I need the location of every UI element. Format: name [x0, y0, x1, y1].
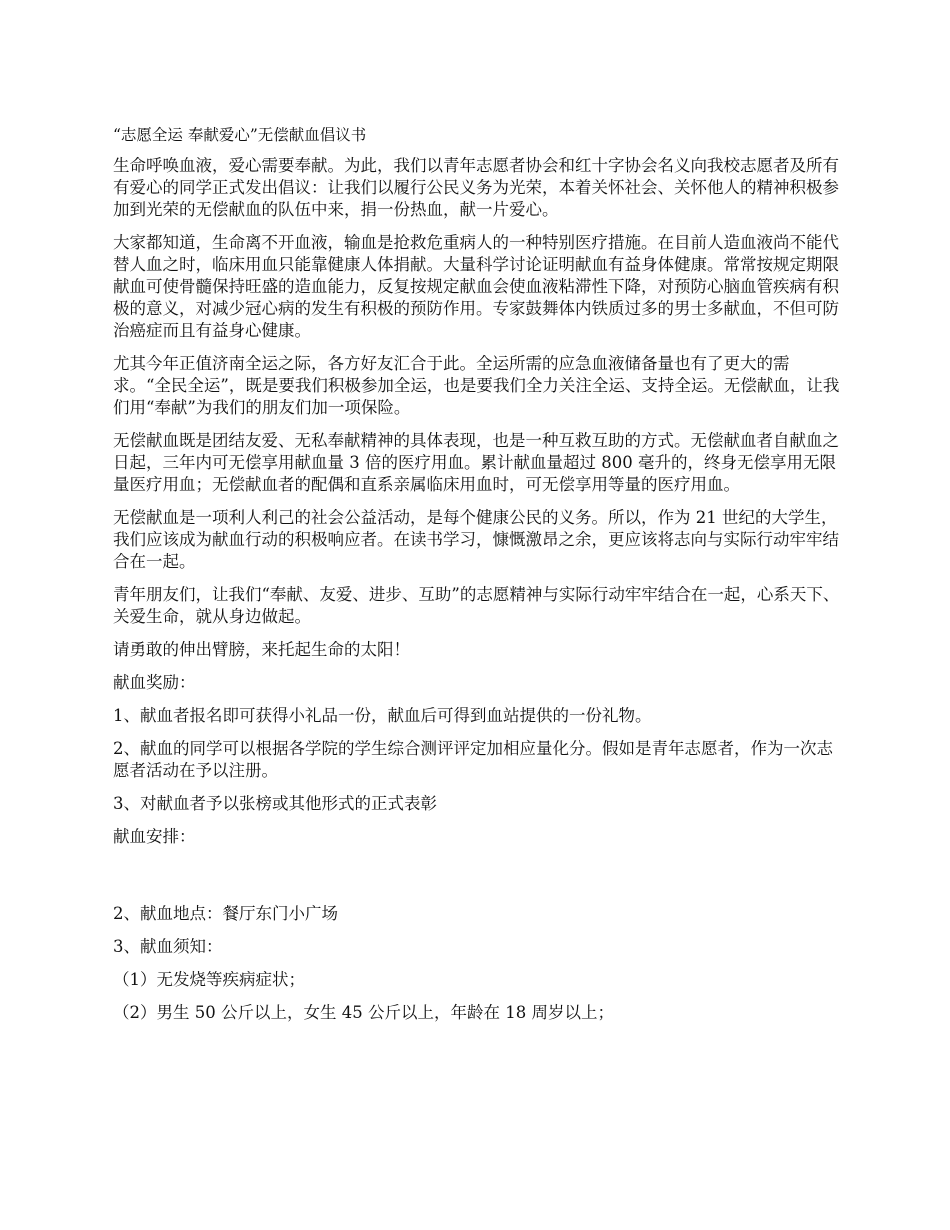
document-title: “志愿全运 奉献爱心”无偿献血倡议书: [113, 126, 367, 144]
paragraph-intro: 生命呼唤血液，爱心需要奉献。为此，我们以青年志愿者协会和红十字协会名义向我校志愿者及所有有爱心的同学正式发出倡议：让我们以履行公民义务为光荣，本着关怀社会、关怀他人的精神积极参加到光荣的无偿献血的队伍中来，捐一份热血，献一片爱心。: [113, 156, 839, 219]
paragraph-blood-importance: 大家都知道，生命离不开血液，输血是抢救危重病人的一种特别医疗措施。在目前人造血液尚不能代替人血之时，临床用血只能靠健康人体捐献。大量科学讨论证明献血有益身体健康。常常按规定期限献血可使骨髓保持旺盛的造血能力，反复按规定献血会使血液粘滞性下降，对预防心脑血管疾病有积极的意义，对减少冠心病的发生有积极的预防作用。专家鼓舞体内铁质过多的男士多献血，不但可防治癌症而且有益身心健康。: [113, 233, 839, 340]
arrangement-item-location: 2、献血地点：餐厅东门小广场: [113, 904, 338, 923]
reward-item-1: 1、献血者报名即可获得小礼品一份，献血后可得到血站提供的一份礼物。: [113, 706, 652, 725]
document-body: [113, 124, 843, 1035]
reward-item-3: 3、对献血者予以张榜或其他形式的正式表彰: [113, 794, 437, 813]
paragraph-slogan: 请勇敢的伸出臂膀，来托起生命的太阳！: [113, 640, 410, 659]
rewards-heading: 献血奖励：: [113, 673, 196, 692]
paragraph-benefits: 无偿献血既是团结友爱、无私奉献精神的具体表现，也是一种互救互助的方式。无偿献血者自献血之日起，三年内可无偿享用献血量 3 倍的医疗用血。累计献血量超过 800 毫升的，终身无偿享用无限量医疗用血；无偿献血者的配偶和直系亲属临床用血时，可无偿享用等量的医疗用血。: [113, 431, 839, 494]
blank-gap: [113, 859, 843, 903]
arrangement-heading: 献血安排：: [113, 827, 196, 846]
paragraph-public-welfare: 无偿献血是一项利人利己的社会公益活动，是每个健康公民的义务。所以，作为 21 世纪的大学生，我们应该成为献血行动的积极响应者。在读书学习，慷慨激昂之余，更应该将志向与实际行动牢牢结合在一起。: [113, 508, 839, 571]
arrangement-item-notice: 3、献血须知：: [113, 937, 223, 956]
paragraph-youth-call: 青年朋友们，让我们“奉献、友爱、进步、互助”的志愿精神与实际行动牢牢结合在一起，心系天下、关爱生命，就从身边做起。: [113, 585, 840, 626]
notice-item-2: （2）男生 50 公斤以上，女生 45 公斤以上，年龄在 18 周岁以上；: [113, 1003, 614, 1022]
paragraph-national-games: 尤其今年正值济南全运之际，各方好友汇合于此。全运所需的应急血液储备量也有了更大的需求。“全民全运”，既是要我们积极参加全运，也是要我们全力关注全运、支持全运。无偿献血，让我们用“奉献”为我们的朋友们加一项保险。: [113, 354, 840, 417]
notice-item-1: （1）无发烧等疾病症状；: [113, 970, 305, 989]
reward-item-2: 2、献血的同学可以根据各学院的学生综合测评评定加相应量化分。假如是青年志愿者，作为一次志愿者活动在予以注册。: [113, 739, 833, 780]
